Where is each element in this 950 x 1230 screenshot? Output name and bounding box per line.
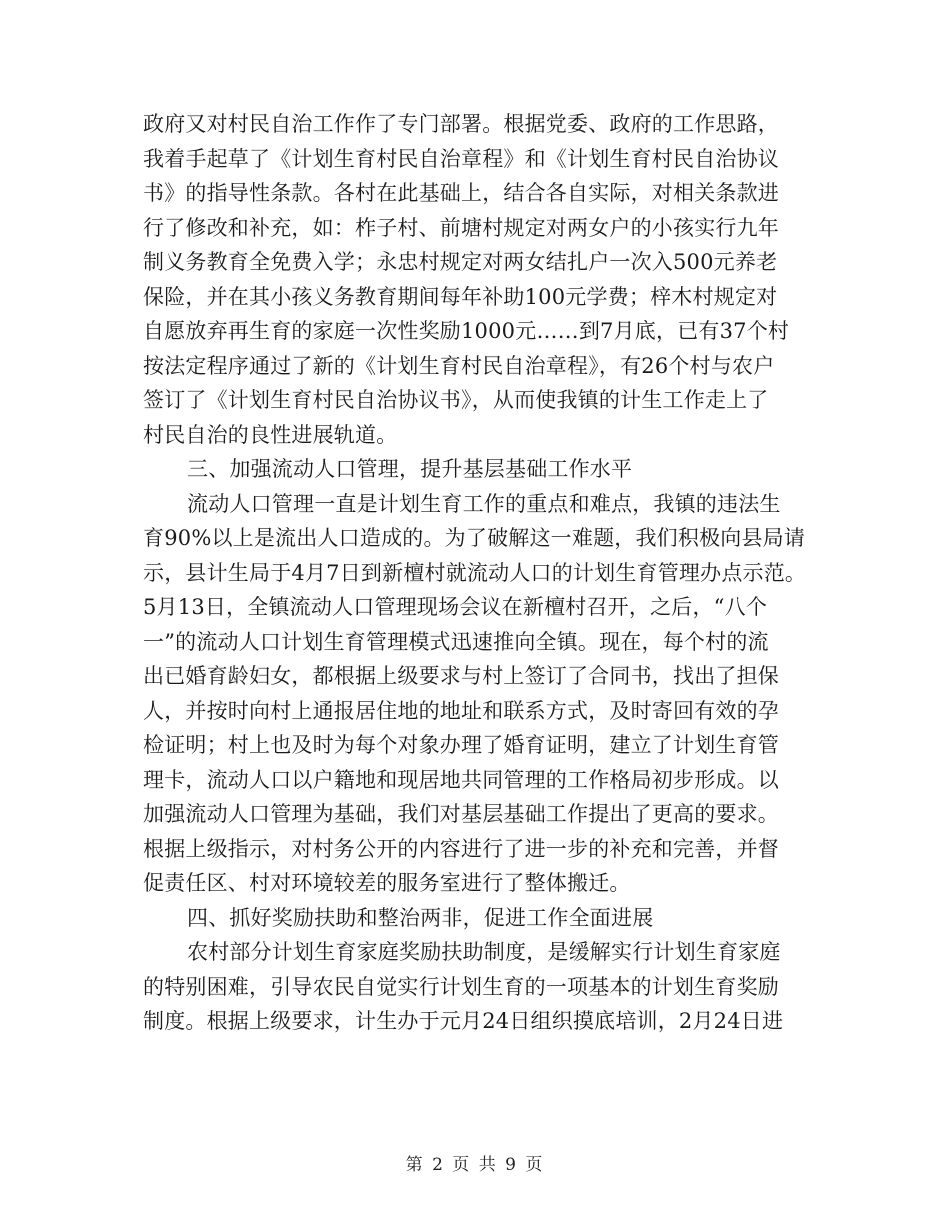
text-line: 书》的指导性条款。各村在此基础上，结合各自实际，对相关条款进 bbox=[143, 181, 779, 205]
text-line: 签订了《计划生育村民自治协议书》，从而使我镇的计生工作走上了 bbox=[143, 388, 769, 412]
text-line: 示，县计生局于4月7日到新檀村就流动人口的计划生育管理办点示范。 bbox=[143, 560, 807, 585]
text-line: 行了修改和补充，如：柞子村、前塘村规定对两女户的小孩实行九年 bbox=[143, 215, 779, 240]
body-text bbox=[143, 107, 823, 1039]
text-line: 村民自治的良性进展轨道。 bbox=[143, 422, 398, 447]
text-line: 四、抓好奖励扶助和整治两非，促进工作全面进展 bbox=[187, 905, 654, 930]
text-line: 检证明；村上也及时为每个对象办理了婚育证明，建立了计划生育管 bbox=[143, 733, 779, 757]
text-line: 我着手起草了《计划生育村民自治章程》和《计划生育村民自治协议 bbox=[143, 146, 779, 171]
text-line: 5月13日，全镇流动人口管理现场会议在新檀村召开，之后，“八个 bbox=[143, 595, 768, 619]
text-line: 三、加强流动人口管理，提升基层基础工作水平 bbox=[187, 457, 633, 481]
text-line: 人，并按时向村上通报居住地的地址和联系方式，及时寄回有效的孕 bbox=[143, 698, 779, 723]
text-line: 促责任区、村对环境较差的服务室进行了整体搬迁。 bbox=[143, 871, 631, 895]
text-line: 保险，并在其小孩义务教育期间每年补助100元学费；梓木村规定对 bbox=[143, 284, 778, 309]
text-line: 按法定程序通过了新的《计划生育村民自治章程》，有26个村与农户 bbox=[143, 353, 775, 378]
text-line: 政府又对村民自治工作作了专门部署。根据党委、政府的工作思路， bbox=[143, 112, 779, 136]
text-line: 加强流动人口管理为基础，我们对基层基础工作提出了更高的要求。 bbox=[143, 802, 779, 826]
text-line: 育90%以上是流出人口造成的。为了破解这一难题，我们积极向县局请 bbox=[143, 526, 806, 550]
text-line: 流动人口管理一直是计划生育工作的重点和难点，我镇的违法生 bbox=[187, 491, 781, 516]
text-line: 一”的流动人口计划生育管理模式迅速推向全镇。现在，每个村的流 bbox=[143, 629, 769, 654]
text-line: 自愿放弃再生育的家庭一次性奖励1000元……到7月底，已有37个村 bbox=[143, 319, 790, 343]
page-footer: 第 2 页 共 9 页 bbox=[405, 1155, 545, 1175]
text-line: 制度。根据上级要求，计生办于元月24日组织摸底培训，2月24日进 bbox=[143, 1009, 784, 1033]
text-line: 制义务教育全免费入学；永忠村规定对两女结扎户一次入500元养老 bbox=[143, 250, 778, 274]
text-line: 出已婚育龄妇女，都根据上级要求与村上签订了合同书，找出了担保 bbox=[143, 664, 779, 688]
text-line: 理卡，流动人口以户籍地和现居地共同管理的工作格局初步形成。以 bbox=[143, 767, 779, 792]
text-line: 的特别困难，引导农民自觉实行计划生育的一项基本的计划生育奖励 bbox=[143, 974, 779, 999]
text-line: 农村部分计划生育家庭奖励扶助制度，是缓解实行计划生育家庭 bbox=[187, 940, 781, 964]
text-line: 根据上级指示，对村务公开的内容进行了进一步的补充和完善，并督 bbox=[143, 836, 779, 861]
